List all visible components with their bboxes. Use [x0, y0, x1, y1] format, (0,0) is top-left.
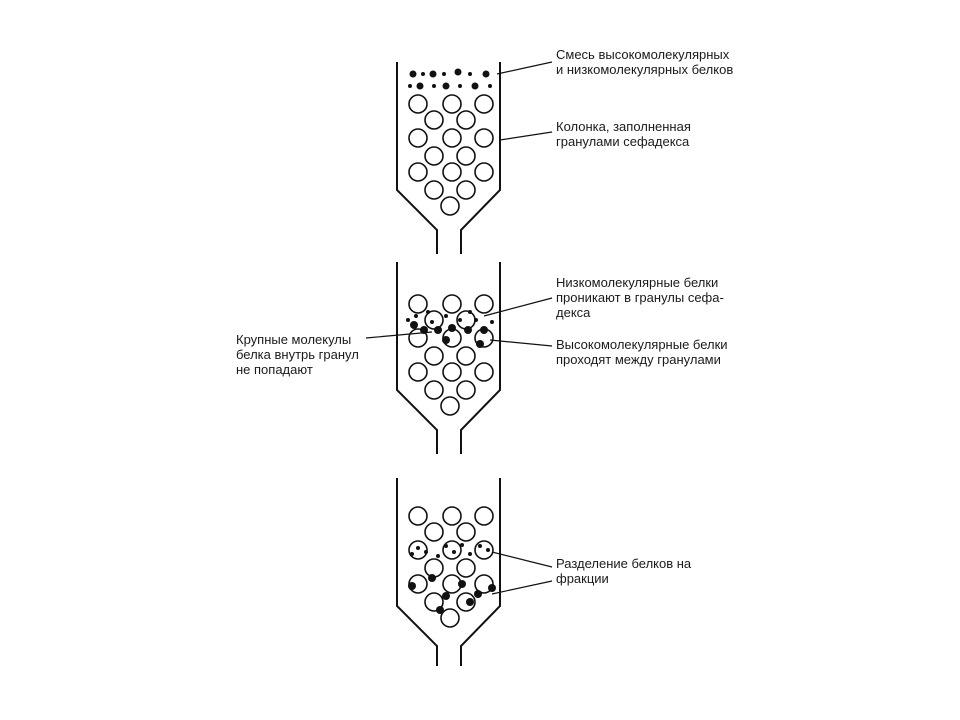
small-protein-molecule: [410, 552, 414, 556]
sephadex-granule: [425, 381, 443, 399]
sephadex-granule: [475, 363, 493, 381]
sephadex-granule: [443, 541, 461, 559]
small-protein-molecule: [432, 84, 436, 88]
sephadex-granules: [409, 507, 493, 627]
sephadex-granule: [441, 197, 459, 215]
large-protein-molecule: [488, 584, 496, 592]
small-protein-molecule: [452, 550, 456, 554]
sephadex-granule: [457, 347, 475, 365]
sephadex-granule: [457, 111, 475, 129]
sephadex-granule: [475, 129, 493, 147]
small-protein-molecule: [490, 320, 494, 324]
sephadex-granule: [409, 295, 427, 313]
sephadex-granule: [457, 523, 475, 541]
column-stage-1-loading: [397, 47, 733, 254]
sephadex-granule: [409, 95, 427, 113]
sephadex-granule: [409, 507, 427, 525]
column-outline: [397, 478, 500, 666]
sephadex-granule: [425, 559, 443, 577]
sephadex-granule: [425, 523, 443, 541]
sephadex-granule: [443, 95, 461, 113]
small-protein-molecule: [474, 318, 478, 322]
sephadex-granule: [425, 111, 443, 129]
large-protein-molecule: [430, 71, 437, 78]
large-protein-molecule: [472, 83, 479, 90]
sephadex-granule: [457, 559, 475, 577]
small-protein-molecule: [442, 72, 446, 76]
label-large-between: Высокомолекулярные белки проходят между гранулами: [556, 337, 728, 367]
protein-mixture-molecules: [408, 69, 492, 90]
small-protein-molecule: [468, 310, 472, 314]
small-protein-molecule: [458, 318, 462, 322]
label-small-enter: Низкомолекулярные белки проникают в гранулы сефа- декса: [556, 275, 724, 320]
large-protein-molecule: [442, 592, 450, 600]
sephadex-granules: [409, 295, 493, 415]
sephadex-granule: [457, 181, 475, 199]
leader-line-mixture: [497, 62, 552, 74]
small-protein-molecule: [468, 552, 472, 556]
small-protein-molecule: [436, 554, 440, 558]
sephadex-granule: [409, 363, 427, 381]
small-protein-molecule: [430, 320, 434, 324]
large-protein-molecule: [455, 69, 462, 76]
column-stage-3-separation: [397, 478, 695, 666]
large-protein-molecule: [434, 326, 442, 334]
small-protein-molecule: [414, 314, 418, 318]
large-protein-molecule: [417, 83, 424, 90]
sephadex-granule: [441, 609, 459, 627]
sephadex-granule: [443, 295, 461, 313]
small-protein-molecule: [408, 84, 412, 88]
large-protein-molecule: [410, 321, 418, 329]
sephadex-granule: [443, 163, 461, 181]
leader-line-small-proteins: [484, 298, 552, 316]
small-protein-molecule: [486, 548, 490, 552]
large-protein-molecule: [474, 590, 482, 598]
large-protein-molecule: [476, 340, 484, 348]
small-protein-molecule: [460, 543, 464, 547]
sephadex-granule: [475, 163, 493, 181]
label-separation: Разделение белков на фракции: [556, 556, 692, 586]
column-outline: [397, 62, 500, 254]
sephadex-granule: [409, 163, 427, 181]
large-protein-molecule: [466, 598, 474, 606]
column-outline: [397, 262, 500, 454]
sephadex-granule: [441, 397, 459, 415]
small-protein-molecule: [421, 72, 425, 76]
sephadex-granule: [457, 147, 475, 165]
sephadex-granules: [409, 95, 493, 215]
small-protein-molecule: [416, 546, 420, 550]
large-protein-molecule: [428, 574, 436, 582]
sephadex-granule: [443, 507, 461, 525]
small-protein-molecule: [468, 72, 472, 76]
label-column: Колонка, заполненная гранулами сефадекса: [556, 119, 691, 149]
small-protein-molecule: [478, 544, 482, 548]
small-protein-molecule: [426, 310, 430, 314]
sephadex-granule: [475, 541, 493, 559]
sephadex-granule: [443, 363, 461, 381]
leader-line-column: [500, 132, 552, 140]
sephadex-granule: [475, 295, 493, 313]
small-protein-molecule: [444, 544, 448, 548]
large-protein-molecule: [464, 326, 472, 334]
large-protein-molecule: [410, 71, 417, 78]
small-protein-molecule: [458, 84, 462, 88]
sephadex-granule: [457, 381, 475, 399]
sephadex-granule: [425, 347, 443, 365]
large-protein-molecule: [483, 71, 490, 78]
large-protein-molecule: [448, 324, 456, 332]
large-protein-molecule: [442, 336, 450, 344]
sephadex-granule: [425, 147, 443, 165]
large-protein-molecule: [408, 582, 416, 590]
sephadex-granule: [443, 129, 461, 147]
label-mixture: Смесь высокомолекулярных и низкомолекулярных белков: [556, 47, 734, 77]
label-large-not-enter: Крупные молекулы белка внутрь гранул не попадают: [236, 332, 359, 377]
sephadex-granule: [475, 507, 493, 525]
large-protein-molecule: [458, 580, 466, 588]
small-protein-molecule: [406, 318, 410, 322]
sephadex-granule: [409, 129, 427, 147]
small-protein-molecule: [488, 84, 492, 88]
small-protein-molecule: [444, 314, 448, 318]
sephadex-granule: [425, 181, 443, 199]
large-protein-molecule: [436, 606, 444, 614]
small-protein-molecule: [424, 550, 428, 554]
column-stage-2-migration: [236, 262, 731, 454]
large-protein-molecule: [480, 326, 488, 334]
large-protein-molecule: [443, 83, 450, 90]
sephadex-granule: [475, 95, 493, 113]
